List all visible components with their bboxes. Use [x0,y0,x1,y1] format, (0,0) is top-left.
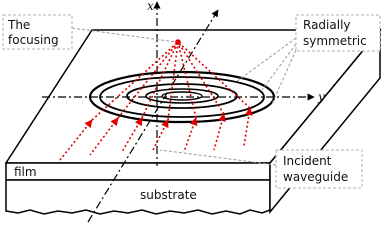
film-label: film [14,165,37,179]
callout-radial-line2: symmetric [303,34,367,48]
callout-radially-symmetric [296,15,380,51]
callout-focusing-line1: The [8,18,31,32]
film-layer [6,163,270,180]
y-axis-label: y [318,90,325,104]
substrate-label: substrate [140,188,197,202]
callout-incident-waveguide [276,150,362,188]
callout-radial-line1: Radially [303,18,351,32]
callout-waveguide-line2: waveguide [283,170,349,184]
callout-waveguide-line1: Incident [283,154,332,168]
substrate-layer [6,180,270,214]
callout-focusing-line2: focusing [8,33,59,47]
x-axis-label: x [147,0,154,13]
focus-point [175,39,181,45]
callout-focusing [3,15,72,49]
